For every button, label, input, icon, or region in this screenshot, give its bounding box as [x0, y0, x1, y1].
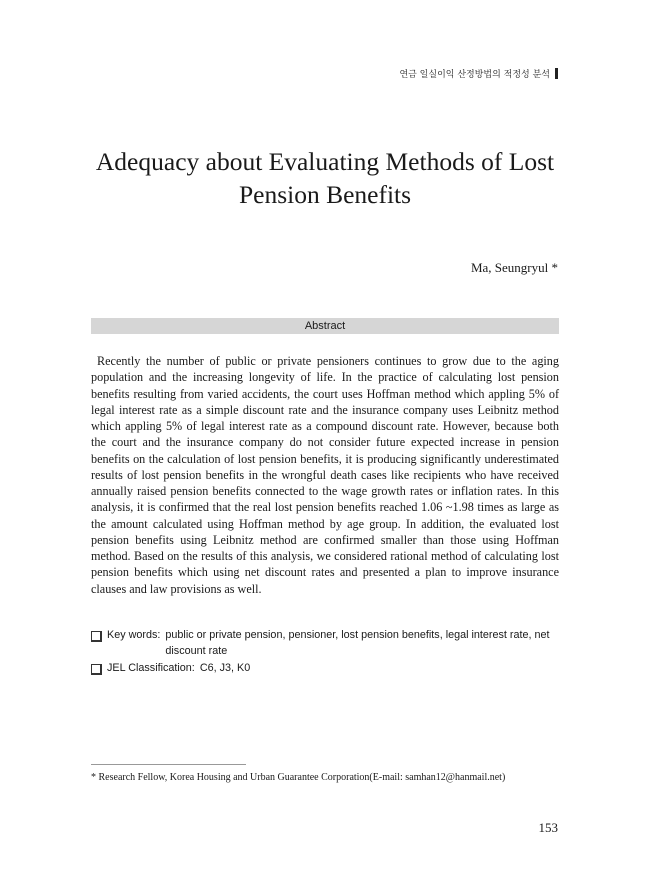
page-number: 153: [538, 820, 558, 835]
jel-text: C6, J3, K0: [199, 662, 251, 674]
keywords-text: public or private pension, pensioner, lost pension benefits, legal interest rate, net discount rate: [165, 629, 550, 657]
jel-label: JEL Classification:: [107, 662, 195, 674]
jel-row: [91, 661, 561, 677]
running-header: [399, 67, 558, 80]
footnote: * Research Fellow, Korea Housing and Urban Guarantee Corporation(E-mail: samhan12@hanmail.net): [91, 772, 506, 783]
keywords-row: [91, 628, 561, 659]
paper-title: Adequacy about Evaluating Methods of Lost Pension Benefits: [95, 147, 555, 209]
abstract-heading: Abstract: [91, 318, 559, 334]
running-header-title: 연금 일실이익 산정방법의 적정성 분석: [399, 70, 550, 80]
keywords-label: Key words:: [107, 629, 161, 641]
keywords-section: [91, 628, 561, 679]
author-name: Ma, Seungryul *: [470, 260, 558, 275]
abstract-body: Recently the number of public or private pensioners continues to grow due to the aging population and the increasing longevity of life. In the practice of calculating lost pension benefits resulting from varied accidents, the court uses Hoffman method which appling 5% of legal interest rate as a simple discount rate and the insurance company uses Leibnitz method which appling 5% of legal interest rate as a compound discount rate. However, because both the court and the insurance company do not consider future expected increase in pension benefits on the calculation of lost pension benefits, it is producing significantly underestimated results of lost pension benefits in the wrongful death cases like recipients who have received annually raised pension benefits connected to the wage growth rates or inflation rates. In this analysis, it is confirmed that the real lost pension benefits reached 1.06 ~1.98 times as large as the amount calculated using Hoffman method by age group. In addition, the evaluated lost pension benefits using Leibnitz method are confirmed smaller than those using Hoffman method. Based on the results of this analysis, we considered rational method of calculating lost pension benefits which using net discount rates and presented a plan to improve insurance clauses and law provisions as well.: [91, 354, 559, 596]
checkbox-icon: [91, 631, 102, 642]
footnote-divider: [91, 764, 246, 765]
checkbox-icon: [91, 664, 102, 675]
header-bar-icon: [555, 68, 558, 79]
